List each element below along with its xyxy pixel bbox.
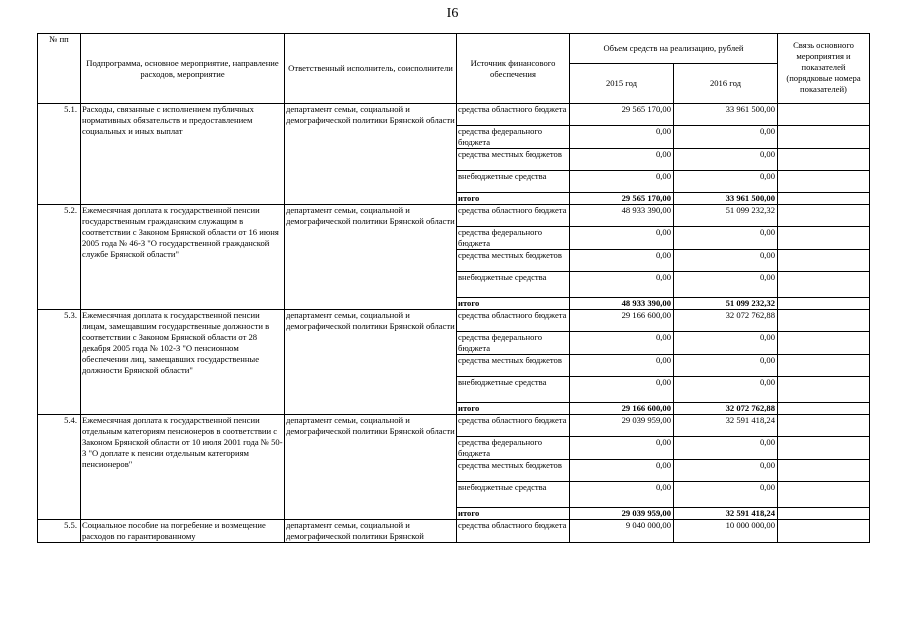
program-name: Ежемесячная доплата к государственной пенсии отдельным категориям пенсионеров в соответствии с Законом Брянской области от 10 июля 2001 года № 50-З "О доплате к пенсии отдельным категориям пенсионеров" [81, 415, 285, 520]
table-row [38, 520, 870, 543]
funding-table [37, 33, 870, 543]
program-name: Расходы, связанные с исполнением публичных нормативных обязательств и предоставлением социальных и иных выплат [81, 104, 285, 205]
header-source: Источник финансового обеспечения [457, 34, 570, 104]
total-2015: 29 565 170,00 [570, 193, 674, 205]
amount-2015: 0,00 [570, 227, 674, 250]
indicator-link [778, 104, 870, 126]
executor-name: департамент семьи, социальной и демографической политики Брянской области [285, 415, 457, 520]
funding-source: средства местных бюджетов [457, 149, 570, 171]
amount-2016: 0,00 [674, 377, 778, 403]
page-number: I6 [446, 6, 459, 21]
amount-2016: 0,00 [674, 437, 778, 460]
amount-2016: 33 961 500,00 [674, 104, 778, 126]
table-row [38, 205, 870, 227]
indicator-link [778, 508, 870, 520]
amount-2016: 51 099 232,32 [674, 205, 778, 227]
header-executor: Ответственный исполнитель, соисполнители [285, 34, 457, 104]
indicator-link [778, 482, 870, 508]
indicator-link [778, 205, 870, 227]
indicator-link [778, 272, 870, 298]
indicator-link [778, 355, 870, 377]
executor-name: департамент семьи, социальной и демографической политики Брянской области [285, 104, 457, 205]
header-year-2016: 2016 год [674, 64, 778, 104]
indicator-link [778, 149, 870, 171]
amount-2016: 0,00 [674, 332, 778, 355]
amount-2015: 0,00 [570, 171, 674, 193]
executor-name: департамент семьи, социальной и демографической политики Брянской [285, 520, 457, 543]
amount-2015: 0,00 [570, 250, 674, 272]
funding-source: средства областного бюджета [457, 104, 570, 126]
executor-name: департамент семьи, социальной и демографической политики Брянской области [285, 310, 457, 415]
total-2015: 29 039 959,00 [570, 508, 674, 520]
amount-2016: 0,00 [674, 250, 778, 272]
table-row [38, 415, 870, 437]
indicator-link [778, 460, 870, 482]
total-label: итого [457, 298, 570, 310]
amount-2016: 32 072 762,88 [674, 310, 778, 332]
amount-2015: 0,00 [570, 377, 674, 403]
amount-2015: 0,00 [570, 126, 674, 149]
indicator-link [778, 227, 870, 250]
amount-2016: 10 000 000,00 [674, 520, 778, 543]
amount-2016: 0,00 [674, 171, 778, 193]
amount-2015: 0,00 [570, 355, 674, 377]
header-num: № пп [38, 34, 81, 104]
funding-source: внебюджетные средства [457, 272, 570, 298]
amount-2015: 0,00 [570, 437, 674, 460]
indicator-link [778, 310, 870, 332]
funding-source: средства местных бюджетов [457, 460, 570, 482]
funding-source: средства областного бюджета [457, 310, 570, 332]
total-label: итого [457, 508, 570, 520]
funding-source: внебюджетные средства [457, 482, 570, 508]
funding-source: средства федерального бюджета [457, 332, 570, 355]
amount-2015: 48 933 390,00 [570, 205, 674, 227]
amount-2015: 0,00 [570, 149, 674, 171]
total-2016: 33 961 500,00 [674, 193, 778, 205]
amount-2016: 0,00 [674, 272, 778, 298]
header-link: Связь основного мероприятия и показателей (порядковые номера показателей) [778, 34, 870, 104]
row-number: 5.4. [38, 415, 81, 520]
funding-source: средства областного бюджета [457, 205, 570, 227]
amount-2015: 29 166 600,00 [570, 310, 674, 332]
total-2015: 48 933 390,00 [570, 298, 674, 310]
amount-2016: 0,00 [674, 460, 778, 482]
row-number: 5.5. [38, 520, 81, 543]
program-name: Социальное пособие на погребение и возмещение расходов по гарантированному [81, 520, 285, 543]
program-name: Ежемесячная доплата к государственной пенсии государственным гражданским служащим в соответствии с Законом Брянской области от 16 июня 2005 года № 46-З "О государственной гражданской службе Брянской области" [81, 205, 285, 310]
indicator-link [778, 126, 870, 149]
total-2016: 32 072 762,88 [674, 403, 778, 415]
indicator-link [778, 250, 870, 272]
row-number: 5.3. [38, 310, 81, 415]
amount-2015: 0,00 [570, 460, 674, 482]
row-number: 5.1. [38, 104, 81, 205]
total-label: итого [457, 193, 570, 205]
indicator-link [778, 171, 870, 193]
indicator-link [778, 332, 870, 355]
amount-2015: 0,00 [570, 332, 674, 355]
indicator-link [778, 437, 870, 460]
header-program: Подпрограмма, основное мероприятие, направление расходов, мероприятие [81, 34, 285, 104]
executor-name: департамент семьи, социальной и демографической политики Брянской области [285, 205, 457, 310]
amount-2015: 29 565 170,00 [570, 104, 674, 126]
table-row [38, 310, 870, 332]
program-name: Ежемесячная доплата к государственной пенсии лицам, замещавшим государственные должности в соответствии с Законом Брянской области от 28 декабря 2005 года № 102-З "О пенсионном обеспечении лиц, замещавших государственные должности Брянской области" [81, 310, 285, 415]
indicator-link [778, 377, 870, 403]
row-number: 5.2. [38, 205, 81, 310]
amount-2016: 0,00 [674, 482, 778, 508]
funding-source: средства федерального бюджета [457, 437, 570, 460]
funding-source: средства федерального бюджета [457, 126, 570, 149]
header-year-2015: 2015 год [570, 64, 674, 104]
table-row [38, 104, 870, 126]
amount-2015: 29 039 959,00 [570, 415, 674, 437]
amount-2016: 0,00 [674, 355, 778, 377]
indicator-link [778, 520, 870, 543]
indicator-link [778, 298, 870, 310]
funding-source: средства местных бюджетов [457, 250, 570, 272]
header-volume: Объем средств на реализацию, рублей [570, 34, 778, 64]
funding-source: внебюджетные средства [457, 171, 570, 193]
total-2016: 32 591 418,24 [674, 508, 778, 520]
indicator-link [778, 415, 870, 437]
funding-source: средства федерального бюджета [457, 227, 570, 250]
funding-source: средства местных бюджетов [457, 355, 570, 377]
funding-source: средства областного бюджета [457, 415, 570, 437]
indicator-link [778, 193, 870, 205]
indicator-link [778, 403, 870, 415]
funding-source: средства областного бюджета [457, 520, 570, 543]
total-label: итого [457, 403, 570, 415]
amount-2016: 32 591 418,24 [674, 415, 778, 437]
amount-2015: 9 040 000,00 [570, 520, 674, 543]
amount-2016: 0,00 [674, 149, 778, 171]
amount-2016: 0,00 [674, 227, 778, 250]
amount-2016: 0,00 [674, 126, 778, 149]
total-2015: 29 166 600,00 [570, 403, 674, 415]
total-2016: 51 099 232,32 [674, 298, 778, 310]
funding-source: внебюджетные средства [457, 377, 570, 403]
amount-2015: 0,00 [570, 272, 674, 298]
amount-2015: 0,00 [570, 482, 674, 508]
